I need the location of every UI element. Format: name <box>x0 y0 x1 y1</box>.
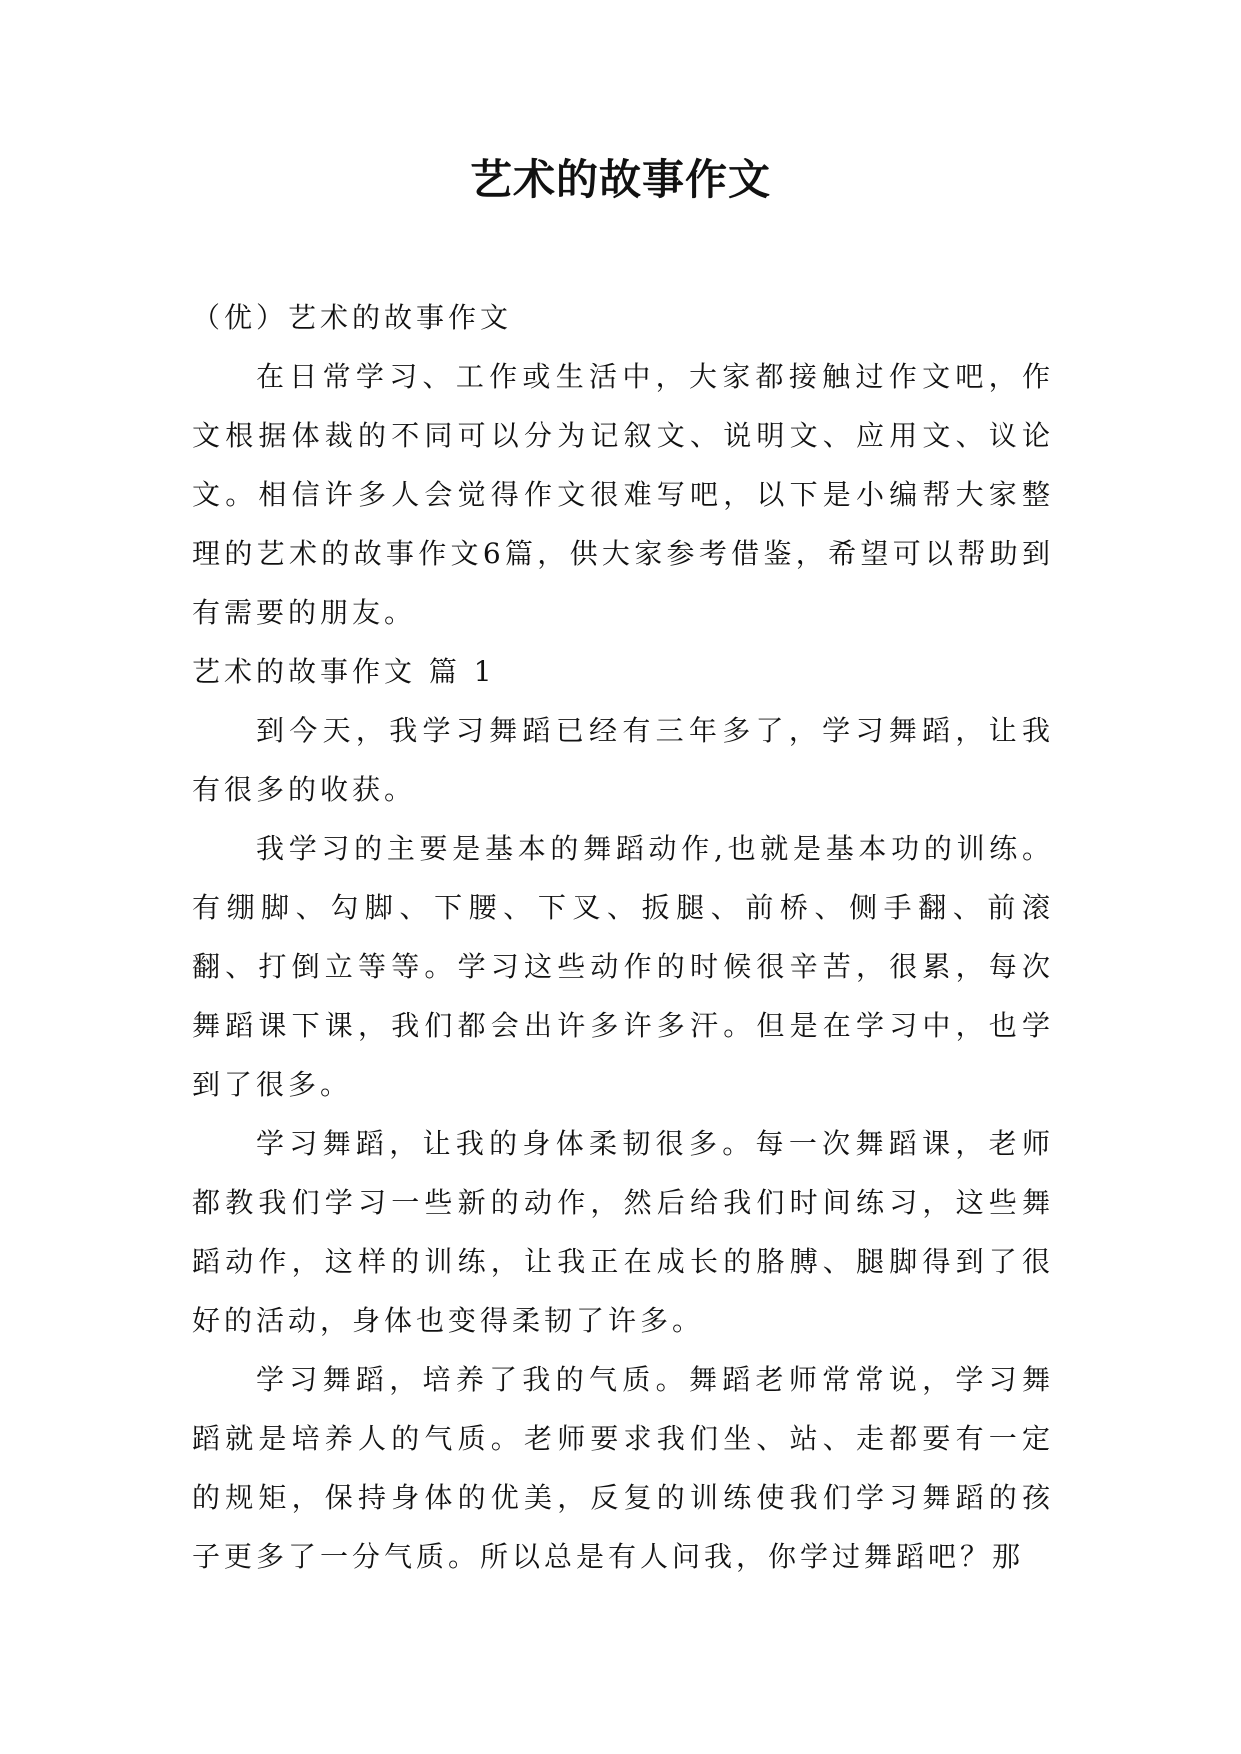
body-paragraph-1: 到今天，我学习舞蹈已经有三年多了，学习舞蹈，让我有很多的收获。 <box>192 714 1054 806</box>
body-paragraph-3: 学习舞蹈，让我的身体柔韧很多。每一次舞蹈课，老师都教我们学习一些新的动作，然后给我们时间练习，这些舞蹈动作，这样的训练，让我正在成长的胳膊、腿脚得到了很好的活动，身体也变得柔韧了许多。 <box>192 1127 1054 1337</box>
section-heading: 艺术的故事作文 篇 1 <box>192 655 496 688</box>
document-body <box>192 288 1054 1586</box>
document-title: 艺术的故事作文 <box>469 155 771 204</box>
document-subtitle: （优）艺术的故事作文 <box>192 301 513 334</box>
intro-paragraph: 在日常学习、工作或生活中，大家都接触过作文吧，作文根据体裁的不同可以分为记叙文、说明文、应用文、议论文。相信许多人会觉得作文很难写吧，以下是小编帮大家整理的艺术的故事作文6篇，供大家参考借鉴，希望可以帮助到有需要的朋友。 <box>192 360 1054 629</box>
body-paragraph-2: 我学习的主要是基本的舞蹈动作,也就是基本功的训练。有绷脚、勾脚、下腰、下叉、扳腿、前桥、侧手翻、前滚翻、打倒立等等。学习这些动作的时候很辛苦，很累，每次舞蹈课下课，我们都会出许多许多汗。但是在学习中，也学到了很多。 <box>192 832 1054 1101</box>
body-paragraph-4: 学习舞蹈，培养了我的气质。舞蹈老师常常说，学习舞蹈就是培养人的气质。老师要求我们坐、站、走都要有一定的规矩，保持身体的优美，反复的训练使我们学习舞蹈的孩子更多了一分气质。所以总是有人问我，你学过舞蹈吧？那 <box>192 1363 1054 1573</box>
